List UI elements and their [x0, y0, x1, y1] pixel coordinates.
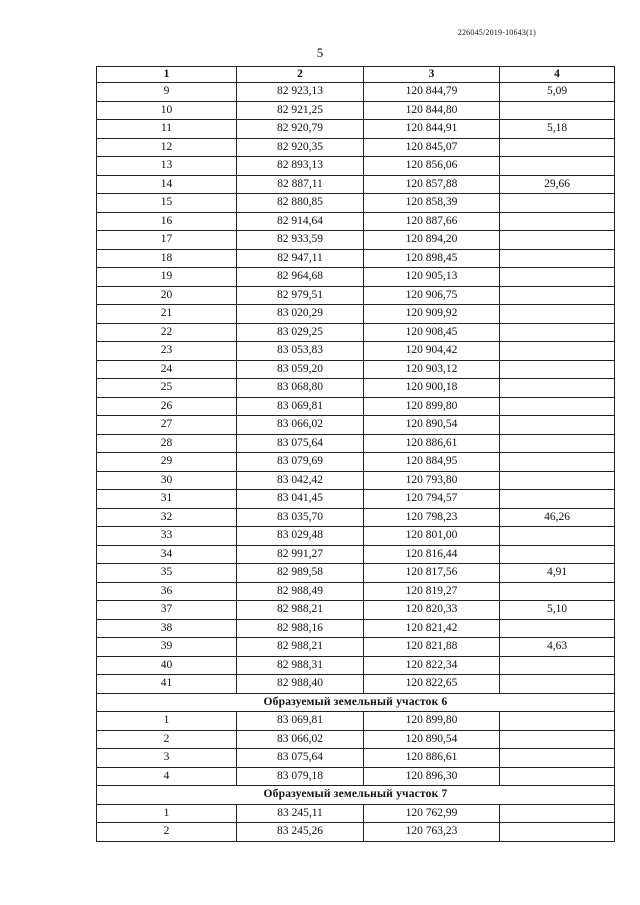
table-row — [97, 471, 615, 490]
table-cell: 28 — [97, 434, 237, 453]
table-cell: 46,26 — [500, 508, 615, 527]
table-cell: 83 079,18 — [237, 767, 364, 786]
table-cell: 32 — [97, 508, 237, 527]
table-cell: 4,91 — [500, 564, 615, 583]
table-cell: 120 886,61 — [364, 749, 500, 768]
table-cell: 120 908,45 — [364, 323, 500, 342]
table-cell — [500, 656, 615, 675]
table-cell: 120 886,61 — [364, 434, 500, 453]
table-cell: 120 899,80 — [364, 712, 500, 731]
table-cell: 82 988,21 — [237, 638, 364, 657]
table-cell: 82 920,79 — [237, 120, 364, 139]
table-cell — [500, 305, 615, 324]
table-cell — [500, 397, 615, 416]
table-row — [97, 416, 615, 435]
table-cell: 120 816,44 — [364, 545, 500, 564]
table-cell — [500, 823, 615, 842]
table-row — [97, 564, 615, 583]
table-row — [97, 397, 615, 416]
table-row — [97, 545, 615, 564]
table-cell — [500, 342, 615, 361]
table-cell: 12 — [97, 138, 237, 157]
table-cell: 83 079,69 — [237, 453, 364, 472]
table-cell: 25 — [97, 379, 237, 398]
table-row — [97, 194, 615, 213]
table-cell — [500, 471, 615, 490]
table-cell: 17 — [97, 231, 237, 250]
table-cell: 120 903,12 — [364, 360, 500, 379]
table-cell: 33 — [97, 527, 237, 546]
table-cell: 83 035,70 — [237, 508, 364, 527]
table-row — [97, 767, 615, 786]
table-cell: 82 933,59 — [237, 231, 364, 250]
table-cell: 83 069,81 — [237, 397, 364, 416]
table-cell: 82 988,40 — [237, 675, 364, 694]
table-cell — [500, 675, 615, 694]
table-cell — [500, 527, 615, 546]
table-row — [97, 527, 615, 546]
table-row — [97, 231, 615, 250]
table-cell: 37 — [97, 601, 237, 620]
table-cell: 21 — [97, 305, 237, 324]
table-cell: 82 988,31 — [237, 656, 364, 675]
section-title-row — [97, 693, 615, 712]
table-row — [97, 323, 615, 342]
column-header: 4 — [500, 67, 615, 83]
table-cell — [500, 804, 615, 823]
table-cell: 4,63 — [500, 638, 615, 657]
table-cell: 120 905,13 — [364, 268, 500, 287]
table-row — [97, 749, 615, 768]
table-cell: 83 059,20 — [237, 360, 364, 379]
table-cell: 120 821,42 — [364, 619, 500, 638]
table-cell: 120 894,20 — [364, 231, 500, 250]
table-cell: 120 904,42 — [364, 342, 500, 361]
table-cell: 120 887,66 — [364, 212, 500, 231]
table-row — [97, 712, 615, 731]
table-cell: 29,66 — [500, 175, 615, 194]
table-cell: 120 900,18 — [364, 379, 500, 398]
table-cell — [500, 453, 615, 472]
table-header-row — [97, 67, 615, 83]
table-cell — [500, 194, 615, 213]
table-cell: 38 — [97, 619, 237, 638]
section-title-row — [97, 786, 615, 805]
table-cell: 120 884,95 — [364, 453, 500, 472]
table-cell: 20 — [97, 286, 237, 305]
column-header: 3 — [364, 67, 500, 83]
table-cell: 82 880,85 — [237, 194, 364, 213]
table-cell: 83 029,48 — [237, 527, 364, 546]
table-cell — [500, 749, 615, 768]
table-cell: 120 844,91 — [364, 120, 500, 139]
table-row — [97, 379, 615, 398]
table-cell: 4 — [97, 767, 237, 786]
table-row — [97, 804, 615, 823]
column-header: 2 — [237, 67, 364, 83]
table-cell: 2 — [97, 823, 237, 842]
table-cell: 10 — [97, 101, 237, 120]
table-row — [97, 823, 615, 842]
table-row — [97, 490, 615, 509]
table-cell: 120 793,80 — [364, 471, 500, 490]
table-cell: 82 988,49 — [237, 582, 364, 601]
table-cell: 82 989,58 — [237, 564, 364, 583]
table-cell: 120 899,80 — [364, 397, 500, 416]
table-cell: 18 — [97, 249, 237, 268]
table-cell: 15 — [97, 194, 237, 213]
table-cell — [500, 379, 615, 398]
table-row — [97, 453, 615, 472]
table-row — [97, 656, 615, 675]
table-cell: 23 — [97, 342, 237, 361]
table-cell: 120 857,88 — [364, 175, 500, 194]
table-cell: 83 029,25 — [237, 323, 364, 342]
table-cell — [500, 249, 615, 268]
table-cell: 83 075,64 — [237, 434, 364, 453]
table-row — [97, 582, 615, 601]
table-cell: 82 920,35 — [237, 138, 364, 157]
table-cell: 120 896,30 — [364, 767, 500, 786]
table-row — [97, 619, 615, 638]
table-cell — [500, 268, 615, 287]
table-cell — [500, 767, 615, 786]
table-cell: 39 — [97, 638, 237, 657]
table-cell: 34 — [97, 545, 237, 564]
table-cell: 5,10 — [500, 601, 615, 620]
table-cell: 2 — [97, 730, 237, 749]
table-cell: 120 817,56 — [364, 564, 500, 583]
table-cell — [500, 323, 615, 342]
table-cell: 120 822,34 — [364, 656, 500, 675]
table-cell: 120 801,00 — [364, 527, 500, 546]
table-cell: 14 — [97, 175, 237, 194]
table-cell: 40 — [97, 656, 237, 675]
table-cell: 83 066,02 — [237, 416, 364, 435]
table-cell: 1 — [97, 712, 237, 731]
page-number: 5 — [316, 45, 324, 60]
table-cell: 82 923,13 — [237, 83, 364, 102]
table-row — [97, 212, 615, 231]
table-cell — [500, 101, 615, 120]
table-cell: 82 991,27 — [237, 545, 364, 564]
table-cell: 82 887,11 — [237, 175, 364, 194]
table-cell: 120 909,92 — [364, 305, 500, 324]
table-cell: 83 042,42 — [237, 471, 364, 490]
table-cell: 1 — [97, 804, 237, 823]
table-row — [97, 138, 615, 157]
table-cell — [500, 416, 615, 435]
column-header: 1 — [97, 67, 237, 83]
table-row — [97, 83, 615, 102]
table-cell: 82 921,25 — [237, 101, 364, 120]
table-cell: 3 — [97, 749, 237, 768]
table-cell: 26 — [97, 397, 237, 416]
table-cell: 11 — [97, 120, 237, 139]
table-row — [97, 342, 615, 361]
table-cell: 120 844,80 — [364, 101, 500, 120]
table-cell: 120 906,75 — [364, 286, 500, 305]
table-cell: 120 890,54 — [364, 416, 500, 435]
table-cell: 120 763,23 — [364, 823, 500, 842]
table-row — [97, 638, 615, 657]
table-row — [97, 268, 615, 287]
table-cell — [500, 490, 615, 509]
table-cell: 120 762,99 — [364, 804, 500, 823]
table-cell: 120 844,79 — [364, 83, 500, 102]
table-cell: 120 856,06 — [364, 157, 500, 176]
coordinates-table — [96, 66, 615, 842]
table-row — [97, 286, 615, 305]
table-body — [97, 83, 615, 842]
table-cell: 82 914,64 — [237, 212, 364, 231]
table-cell — [500, 286, 615, 305]
table-cell: 16 — [97, 212, 237, 231]
table-cell: 83 245,11 — [237, 804, 364, 823]
table-cell — [500, 434, 615, 453]
table-cell: 82 947,11 — [237, 249, 364, 268]
table-cell: 19 — [97, 268, 237, 287]
table-cell: 83 068,80 — [237, 379, 364, 398]
table-cell: 120 821,88 — [364, 638, 500, 657]
table-cell: 120 858,39 — [364, 194, 500, 213]
table-cell: 29 — [97, 453, 237, 472]
table-cell: 83 075,64 — [237, 749, 364, 768]
table-cell: 36 — [97, 582, 237, 601]
section-title: Образуемый земельный участок 7 — [97, 786, 615, 805]
table-cell: 30 — [97, 471, 237, 490]
table-row — [97, 508, 615, 527]
table-row — [97, 305, 615, 324]
table-cell — [500, 231, 615, 250]
table-cell — [500, 138, 615, 157]
table-cell: 82 988,16 — [237, 619, 364, 638]
table-cell: 120 845,07 — [364, 138, 500, 157]
table-row — [97, 601, 615, 620]
table-cell: 82 979,51 — [237, 286, 364, 305]
table-row — [97, 249, 615, 268]
table-row — [97, 157, 615, 176]
table-cell: 9 — [97, 83, 237, 102]
table-cell: 27 — [97, 416, 237, 435]
table-cell: 82 893,13 — [237, 157, 364, 176]
section-title: Образуемый земельный участок 6 — [97, 693, 615, 712]
document-number: 226045/2019-10643(1) — [457, 28, 536, 37]
table-cell: 120 822,65 — [364, 675, 500, 694]
table-row — [97, 101, 615, 120]
table-row — [97, 120, 615, 139]
table-cell: 83 020,29 — [237, 305, 364, 324]
table-cell: 120 898,45 — [364, 249, 500, 268]
table-cell: 82 964,68 — [237, 268, 364, 287]
table-cell: 83 069,81 — [237, 712, 364, 731]
table-row — [97, 675, 615, 694]
table-row — [97, 730, 615, 749]
table-cell: 120 819,27 — [364, 582, 500, 601]
table-cell: 120 798,23 — [364, 508, 500, 527]
table-cell — [500, 712, 615, 731]
table-cell — [500, 157, 615, 176]
table-cell: 5,09 — [500, 83, 615, 102]
table-cell: 24 — [97, 360, 237, 379]
table-cell — [500, 360, 615, 379]
table-cell: 120 890,54 — [364, 730, 500, 749]
table-cell: 83 053,83 — [237, 342, 364, 361]
table-cell: 83 041,45 — [237, 490, 364, 509]
table-cell — [500, 545, 615, 564]
table-cell — [500, 619, 615, 638]
table-cell: 35 — [97, 564, 237, 583]
table-row — [97, 175, 615, 194]
table-cell — [500, 730, 615, 749]
table-cell: 83 066,02 — [237, 730, 364, 749]
table-cell: 120 820,33 — [364, 601, 500, 620]
table-cell: 82 988,21 — [237, 601, 364, 620]
table-cell: 31 — [97, 490, 237, 509]
table-cell: 41 — [97, 675, 237, 694]
table-cell — [500, 212, 615, 231]
table-cell: 13 — [97, 157, 237, 176]
table-cell — [500, 582, 615, 601]
table-cell: 5,18 — [500, 120, 615, 139]
table-row — [97, 434, 615, 453]
table-cell: 22 — [97, 323, 237, 342]
table-row — [97, 360, 615, 379]
table-cell: 120 794,57 — [364, 490, 500, 509]
table-cell: 83 245,26 — [237, 823, 364, 842]
